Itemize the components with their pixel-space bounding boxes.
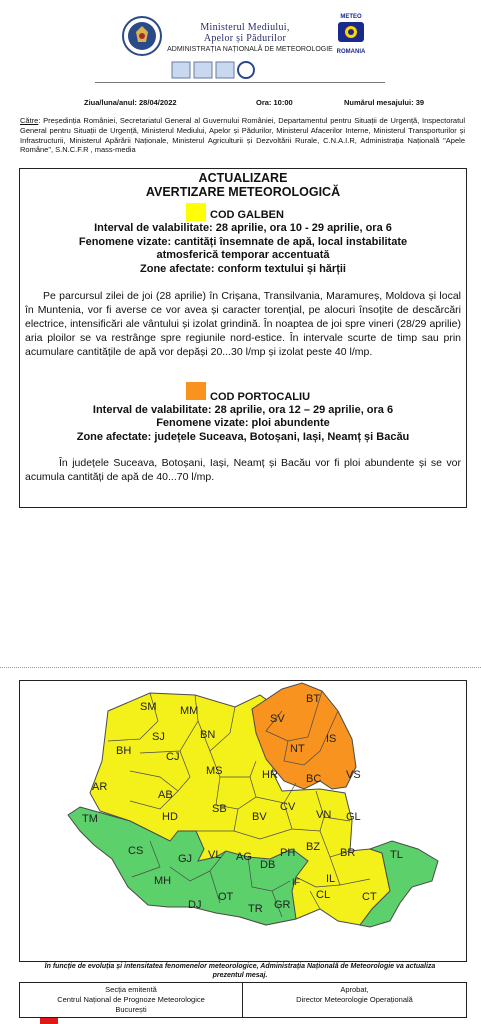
county-label: VS bbox=[346, 769, 361, 781]
county-label: PH bbox=[280, 847, 296, 859]
warning-box bbox=[19, 168, 467, 508]
county-label: SJ bbox=[152, 731, 165, 743]
county-label: CL bbox=[316, 889, 331, 901]
county-label: BT bbox=[306, 693, 321, 705]
county-label: SV bbox=[270, 713, 285, 725]
time-field bbox=[256, 98, 293, 107]
county-label: CV bbox=[280, 801, 296, 813]
county-label: TL bbox=[390, 849, 403, 861]
government-seal bbox=[122, 16, 162, 56]
county-label: CT bbox=[362, 891, 377, 903]
recipients-text: : Președinția României, Secretariatul General al Guvernului României, Departamentul pentru Situații de Urgență, Inspectoratul General pentru Situații de Urgență, Ministerul Mediului, Apelor și Pădurilor, Ministerul Afacerilor Interne, Ministerul Transporturilor și Infrastructurii, Ministerul Apărării Naționale, Ministerul Agriculturii și Dezvoltării Rurale, C.N.A.I.R, Administrația Națională "Apele Române", S.N.C.F.R , mass-media bbox=[20, 116, 465, 155]
footer-left-line3: București bbox=[115, 1005, 147, 1014]
county-label: MH bbox=[154, 875, 172, 887]
footer-right-line2: Director Meteorologie Operațională bbox=[296, 995, 413, 1004]
footer-left-line2: Centrul Național de Prognoze Meteorologice bbox=[57, 995, 205, 1004]
county-label: SB bbox=[212, 803, 227, 815]
county-label: MM bbox=[180, 705, 199, 717]
map-note: În funcție de evoluția și intensitatea fenomenelor meteorologice, Administrația Națională de Meteorologie va actualiza prezentul mesaj. bbox=[44, 963, 436, 979]
orange-zones: Zone afectate: județele Suceava, Botoșani, Iași, Neamț și Bacău bbox=[76, 431, 410, 443]
county-label: NT bbox=[290, 743, 305, 755]
map-frame bbox=[19, 680, 467, 962]
county-label: GL bbox=[346, 811, 361, 823]
county-label: BH bbox=[116, 745, 132, 757]
message-number-label: Numărul mesajului: bbox=[344, 98, 414, 107]
county-label: VL bbox=[208, 849, 222, 861]
anm-name: ADMINISTRAȚIA NAȚIONALĂ DE METEOROLOGIE bbox=[167, 46, 333, 53]
county-label: MS bbox=[206, 765, 223, 777]
footer-left bbox=[20, 983, 243, 1017]
county-label: AG bbox=[236, 851, 252, 863]
county-label: TR bbox=[248, 903, 263, 915]
yellow-phenomena: Fenomene vizate: cantități însemnate de apă, local instabilitate atmosferică temporar accentuată bbox=[78, 236, 408, 261]
footer-table bbox=[19, 982, 467, 1018]
footer-right bbox=[243, 983, 466, 1017]
date-field bbox=[84, 98, 177, 107]
header-divider bbox=[95, 82, 385, 83]
county-label: GR bbox=[274, 899, 291, 911]
meteo-logo-bottom-text: ROMANIA bbox=[336, 49, 366, 55]
yellow-zones: Zone afectate: conform textului și hărții bbox=[140, 263, 346, 275]
county-label: TM bbox=[82, 813, 98, 825]
recipients bbox=[20, 116, 465, 155]
county-label: BR bbox=[340, 847, 356, 859]
county-label: DJ bbox=[188, 899, 202, 911]
orange-phenomena: Fenomene vizate: ploi abundente bbox=[156, 417, 330, 429]
warning-title-update: ACTUALIZARE bbox=[198, 171, 288, 185]
orange-code-label: COD PORTOCALIU bbox=[210, 391, 311, 403]
county-label: BC bbox=[306, 773, 322, 785]
county-label: IS bbox=[326, 733, 337, 745]
message-number-field bbox=[344, 98, 424, 107]
warning-title: AVERTIZARE METEOROLOGICĂ bbox=[145, 185, 341, 199]
footer-right-line1: Aprobat, bbox=[340, 985, 369, 994]
county-label: BV bbox=[252, 811, 267, 823]
county-label: HD bbox=[162, 811, 178, 823]
county-label: CJ bbox=[166, 751, 180, 763]
yellow-description: Pe parcursul zilei de joi (28 aprilie) în Crișana, Transilvania, Maramureș, Moldova și local în Muntenia, vor fi averse ce vor avea și caracter torențial, pe alocuri însoțite de descărcări electrice, intensificări ale vântului și izolat grindină. În noaptea de joi spre vineri (28/29 aprilie) aria ploilor se va restrânge spre regiunile nord-estice. În intervale scurte de timp sau prin acumulare cantitățile de apă vor depăși 20...30 l/mp și izolat peste 40 l/mp. bbox=[25, 290, 461, 358]
meteo-logo-icon bbox=[330, 20, 372, 44]
meteo-logo-top-text: METEO bbox=[340, 14, 362, 20]
county-label: BN bbox=[200, 729, 216, 741]
footer-left-line1: Secția emitentă bbox=[105, 985, 157, 994]
yellow-interval: Interval de valabilitate: 28 aprilie, ora 10 - 29 aprilie, ora 6 bbox=[94, 222, 392, 234]
county-label: VN bbox=[316, 809, 332, 821]
ministry-name bbox=[165, 22, 325, 44]
red-corner-mark bbox=[40, 1018, 58, 1024]
county-label: GJ bbox=[178, 853, 193, 865]
county-label: HR bbox=[262, 769, 278, 781]
county-label: CS bbox=[128, 845, 144, 857]
certification-logos bbox=[170, 60, 260, 80]
orange-code-swatch bbox=[186, 382, 206, 400]
county-label: AR bbox=[92, 781, 108, 793]
time-value: 10:00 bbox=[273, 98, 293, 107]
orange-interval: Interval de valabilitate: 28 aprilie, ora 12 – 29 aprilie, ora 6 bbox=[92, 404, 394, 416]
date-label: Ziua/luna/anul: bbox=[84, 98, 137, 107]
date-value: 28/04/2022 bbox=[139, 98, 177, 107]
message-number-value: 39 bbox=[415, 98, 425, 107]
county-label: IL bbox=[326, 873, 336, 885]
yellow-code-swatch bbox=[186, 203, 206, 221]
orange-description: În județele Suceava, Botoșani, Iași, Neamț și Bacău vor fi ploi abundente și se vor acumula cantități de apă de 40...70 l/mp. bbox=[25, 457, 461, 483]
ministry-line1: Ministerul Mediului, bbox=[200, 22, 290, 33]
page-separator bbox=[0, 667, 481, 669]
yellow-code-label: COD GALBEN bbox=[210, 209, 284, 221]
county-label: IF bbox=[292, 877, 300, 887]
county-label: OT bbox=[218, 891, 234, 903]
meteo-romania-logo bbox=[330, 14, 372, 58]
county-label: SM bbox=[140, 701, 157, 713]
recipients-label: Către bbox=[20, 116, 39, 125]
ministry-line2: Apelor și Pădurilor bbox=[203, 33, 287, 44]
county-label: BZ bbox=[306, 841, 321, 853]
county-label: DB bbox=[260, 859, 276, 871]
time-label: Ora: bbox=[256, 98, 272, 107]
county-label: AB bbox=[158, 789, 173, 801]
